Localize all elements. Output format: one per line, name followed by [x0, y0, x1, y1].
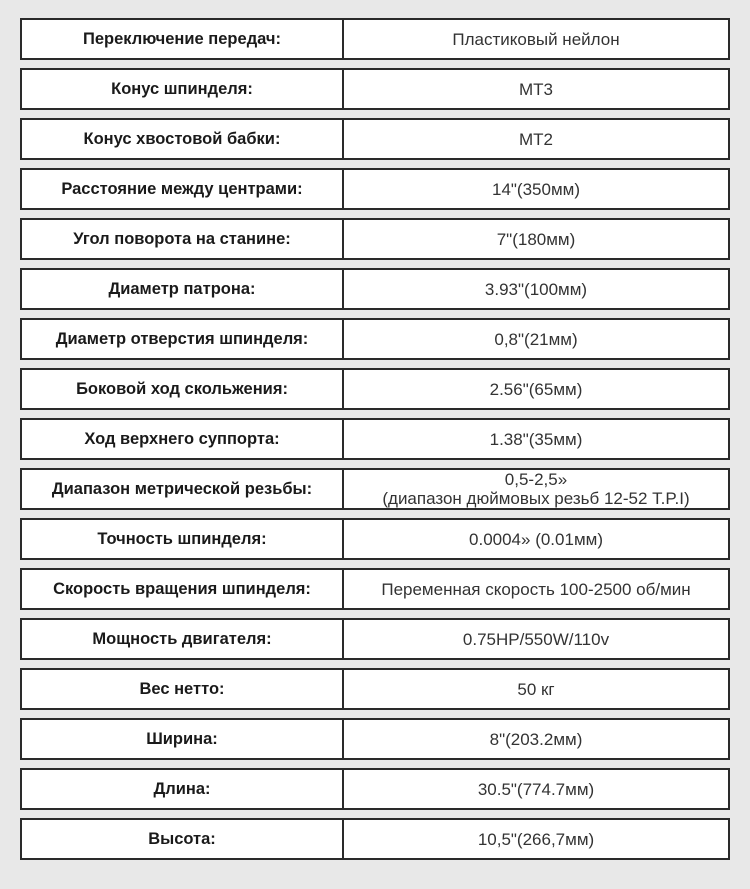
spec-value [344, 20, 728, 58]
spec-value-text: 0.0004» (0.01мм) [469, 529, 603, 549]
spec-value [344, 470, 728, 508]
spec-row-width [20, 718, 730, 760]
spec-row-swing-over-bed [20, 218, 730, 260]
spec-value-text: 3.93"(100мм) [484, 279, 588, 299]
spec-row-motor-power [20, 618, 730, 660]
spec-value [344, 370, 728, 408]
spec-value-text: 14"(350мм) [491, 179, 580, 199]
spec-value-text: 10,5"(266,7мм) [477, 829, 595, 849]
spec-label: Боковой ход скольжения: [22, 370, 344, 408]
spec-row-top-slide-travel [20, 418, 730, 460]
spec-label: Скорость вращения шпинделя: [22, 570, 344, 608]
spec-label: Вес нетто: [22, 670, 344, 708]
spec-value [344, 270, 728, 308]
spec-label: Конус хвостовой бабки: [22, 120, 344, 158]
spec-value-text: 50 кг [517, 679, 555, 699]
spec-value [344, 420, 728, 458]
spec-row-spindle-accuracy [20, 518, 730, 560]
spec-value-text: MT3 [519, 79, 553, 99]
spec-row-distance-between-centers [20, 168, 730, 210]
spec-value [344, 70, 728, 108]
spec-label: Конус шпинделя: [22, 70, 344, 108]
spec-value [344, 520, 728, 558]
spec-value-text: 0,8"(21мм) [494, 329, 578, 349]
spec-value-text: 0.75HP/550W/110v [462, 629, 610, 649]
spec-value-text: 8"(203.2мм) [489, 729, 583, 749]
spec-value [344, 220, 728, 258]
spec-label: Диапазон метрической резьбы: [22, 470, 344, 508]
spec-label: Длина: [22, 770, 344, 808]
spec-label: Высота: [22, 820, 344, 858]
spec-label: Угол поворота на станине: [22, 220, 344, 258]
spec-row-length [20, 768, 730, 810]
spec-value [344, 820, 728, 858]
spec-label: Диаметр отверстия шпинделя: [22, 320, 344, 358]
spec-value [344, 770, 728, 808]
spec-value [344, 320, 728, 358]
spec-value-text: MT2 [519, 129, 553, 149]
spec-value [344, 570, 728, 608]
spec-label: Переключение передач: [22, 20, 344, 58]
spec-label: Диаметр патрона: [22, 270, 344, 308]
spec-row-gear-shift [20, 18, 730, 60]
spec-row-height [20, 818, 730, 860]
spec-value-text: Переменная скорость 100-2500 об/мин [381, 579, 691, 599]
spec-value-subtext: (диапазон дюймовых резьб 12-52 T.P.I) [382, 489, 690, 508]
spec-value [344, 620, 728, 658]
spec-value-text: 30.5"(774.7мм) [477, 779, 595, 799]
spec-value [344, 170, 728, 208]
spec-label: Ширина: [22, 720, 344, 758]
spec-label: Мощность двигателя: [22, 620, 344, 658]
spec-value-text: 7"(180мм) [496, 229, 576, 249]
spec-row-spindle-bore [20, 318, 730, 360]
spec-table [20, 18, 730, 860]
spec-label: Точность шпинделя: [22, 520, 344, 558]
spec-value [344, 120, 728, 158]
spec-row-spindle-taper [20, 68, 730, 110]
spec-value [344, 720, 728, 758]
spec-row-metric-thread-range [20, 468, 730, 510]
spec-value-text: Пластиковый нейлон [452, 29, 620, 49]
spec-value-text: 1.38"(35мм) [489, 429, 583, 449]
spec-label: Расстояние между центрами: [22, 170, 344, 208]
spec-label: Ход верхнего суппорта: [22, 420, 344, 458]
spec-row-tailstock-taper [20, 118, 730, 160]
spec-value-text: 2.56"(65мм) [489, 379, 583, 399]
spec-row-cross-slide-travel [20, 368, 730, 410]
spec-value [344, 670, 728, 708]
spec-row-spindle-speed [20, 568, 730, 610]
spec-row-chuck-diameter [20, 268, 730, 310]
spec-row-net-weight [20, 668, 730, 710]
spec-value-text: 0,5-2,5» [504, 470, 568, 489]
